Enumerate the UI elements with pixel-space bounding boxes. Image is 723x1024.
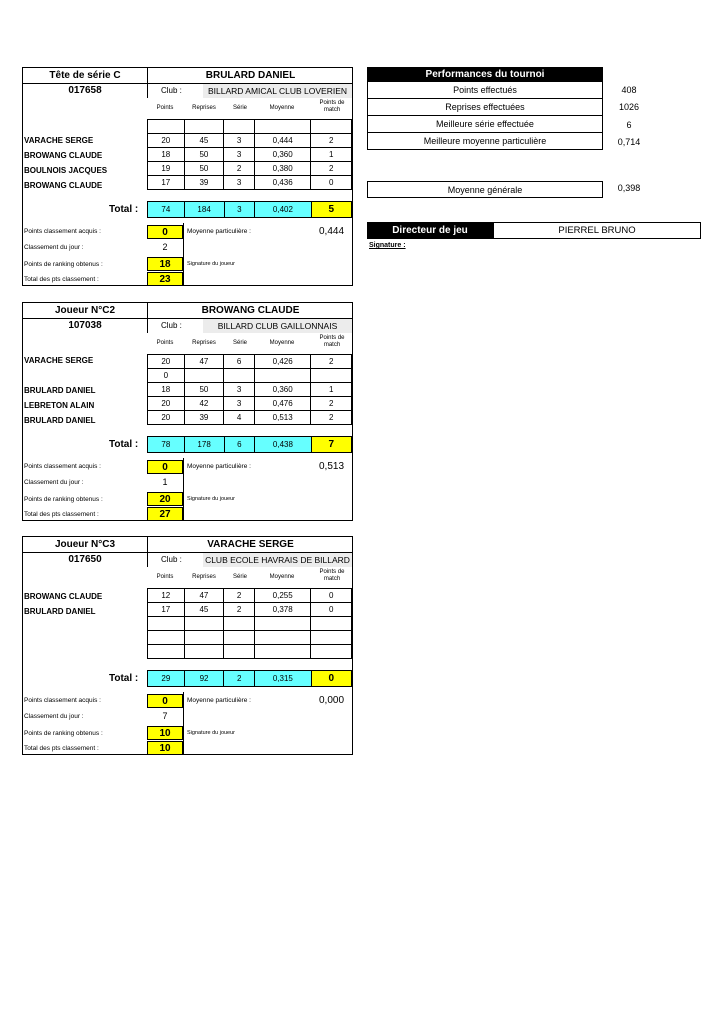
perf-value-reprises: 1026	[618, 102, 640, 112]
col-moyenne: Moyenne	[269, 574, 295, 580]
divider	[183, 692, 184, 755]
total-pts-value: 27	[147, 507, 183, 521]
opponent-list	[24, 118, 107, 193]
opponent-name: BRULARD DANIEL	[24, 607, 96, 616]
totals-row: 78 178 6 0,438 7	[147, 436, 352, 453]
club-label: Club :	[161, 86, 182, 95]
player-card-2	[22, 302, 353, 521]
col-serie: Série	[232, 574, 247, 580]
moy-part-value: 0,000	[319, 695, 345, 706]
card-title: Tête de série C	[23, 68, 148, 84]
col-match: Points de match	[319, 100, 345, 113]
directeur-label: Directeur de jeu	[367, 222, 493, 239]
club-label: Club :	[161, 321, 182, 330]
moy-part-label: Moyenne particulière :	[187, 463, 251, 470]
table-row: 20 45 3 0,444 2	[148, 134, 352, 148]
club-name: BILLARD CLUB GAILLONNAIS	[203, 319, 352, 333]
table-row: 20 42 3 0,476 2	[148, 397, 352, 411]
classement-label: Classement du jour :	[24, 479, 84, 486]
ranking-label: Points de ranking obtenus :	[24, 730, 103, 737]
totals-row: 29 92 2 0,315 0	[147, 670, 352, 687]
player-name: BRULARD DANIEL	[148, 68, 353, 84]
table-row	[148, 617, 352, 631]
table-row	[148, 631, 352, 645]
divider	[183, 223, 184, 286]
signature-label: Signature du joueur	[187, 496, 236, 502]
table-row: 17 45 2 0,378 0	[148, 603, 352, 617]
moy-part-label: Moyenne particulière :	[187, 697, 251, 704]
performance-panel	[367, 67, 603, 150]
performance-title: Performances du tournoi	[367, 67, 603, 82]
moyenne-generale-value: 0,398	[617, 183, 641, 193]
col-points: Points	[156, 340, 174, 346]
table-row	[148, 120, 352, 134]
perf-row-serie: Meilleure série effectuée	[367, 116, 603, 133]
card-id: 017650	[23, 552, 148, 567]
opponent-name: BROWANG CLAUDE	[24, 592, 103, 601]
table-row: 19 50 2 0,380 2	[148, 162, 352, 176]
opponent-name	[24, 368, 96, 383]
divider	[183, 458, 184, 521]
opponent-list	[24, 353, 96, 428]
pts-acquis-value: 0	[147, 225, 183, 239]
opponent-name	[24, 649, 102, 664]
col-reprises: Reprises	[192, 574, 216, 580]
player-name: VARACHE SERGE	[148, 537, 353, 553]
classement-value: 7	[162, 711, 168, 721]
classement-label: Classement du jour :	[24, 244, 84, 251]
total-pts-label: Total des pts classement :	[24, 276, 99, 283]
player-name: BROWANG CLAUDE	[148, 303, 353, 319]
perf-value-moyenne: 0,714	[617, 137, 641, 147]
results-table	[147, 588, 352, 659]
results-table	[147, 354, 352, 425]
total-pts-label: Total des pts classement :	[24, 511, 99, 518]
col-reprises: Reprises	[192, 340, 216, 346]
table-row: 18 50 3 0,360 1	[148, 148, 352, 162]
total-label: Total :	[109, 673, 139, 684]
table-row: 20 47 6 0,426 2	[148, 355, 352, 369]
opponent-name: BROWANG CLAUDE	[24, 181, 103, 190]
ranking-label: Points de ranking obtenus :	[24, 496, 103, 503]
classement-value: 2	[162, 242, 168, 252]
col-match: Points de match	[319, 335, 345, 348]
opponent-name: LEBRETON ALAIN	[24, 401, 95, 410]
opponent-list	[24, 589, 102, 664]
perf-row-reprises: Reprises effectuées	[367, 99, 603, 116]
col-reprises: Reprises	[192, 105, 216, 111]
card-id: 017658	[23, 83, 148, 98]
total-pts-value: 23	[147, 272, 183, 286]
opponent-name	[24, 619, 102, 634]
col-match: Points de match	[319, 569, 345, 582]
pts-acquis-label: Points classement acquis :	[24, 228, 101, 235]
pts-acquis-value: 0	[147, 694, 183, 708]
moyenne-generale-label: Moyenne générale	[367, 181, 603, 198]
classement-value: 1	[162, 477, 168, 487]
table-row: 17 39 3 0,436 0	[148, 176, 352, 190]
perf-row-moyenne: Meilleure moyenne particulière	[367, 133, 603, 150]
col-points: Points	[156, 105, 174, 111]
opponent-name	[24, 118, 107, 133]
club-name: CLUB ECOLE HAVRAIS DE BILLARD	[203, 553, 352, 567]
moy-part-label: Moyenne particulière :	[187, 228, 251, 235]
col-points: Points	[156, 574, 174, 580]
opponent-name: BROWANG CLAUDE	[24, 151, 103, 160]
signature-label: Signature :	[369, 242, 406, 249]
player-card-3	[22, 536, 353, 755]
totals-row: 74 184 3 0,402 5	[147, 201, 352, 218]
moy-part-value: 0,513	[319, 461, 345, 472]
table-row: 12 47 2 0,255 0	[148, 589, 352, 603]
ranking-value: 10	[147, 726, 183, 740]
ranking-label: Points de ranking obtenus :	[24, 261, 103, 268]
card-title: Joueur N°C3	[23, 537, 148, 553]
classement-label: Classement du jour :	[24, 713, 84, 720]
total-label: Total :	[109, 204, 139, 215]
opponent-name: VARACHE SERGE	[24, 356, 94, 365]
perf-value-serie: 6	[626, 120, 632, 130]
col-serie: Série	[232, 105, 247, 111]
ranking-value: 18	[147, 257, 183, 271]
opponent-name: BRULARD DANIEL	[24, 386, 96, 395]
pts-acquis-value: 0	[147, 460, 183, 474]
total-pts-value: 10	[147, 741, 183, 755]
opponent-name: VARACHE SERGE	[24, 136, 94, 145]
player-card-1	[22, 67, 353, 286]
perf-value-points: 408	[621, 85, 637, 95]
card-id: 107038	[23, 318, 148, 333]
total-label: Total :	[109, 439, 139, 450]
ranking-value: 20	[147, 492, 183, 506]
pts-acquis-label: Points classement acquis :	[24, 697, 101, 704]
club-name: BILLARD AMICAL CLUB LOVERIEN	[203, 84, 352, 98]
pts-acquis-label: Points classement acquis :	[24, 463, 101, 470]
opponent-name	[24, 634, 102, 649]
opponent-name: BOULNOIS JACQUES	[24, 166, 108, 175]
opponent-name: BRULARD DANIEL	[24, 416, 96, 425]
col-moyenne: Moyenne	[269, 105, 295, 111]
table-row: 20 39 4 0,513 2	[148, 411, 352, 425]
table-row: 18 50 3 0,360 1	[148, 383, 352, 397]
club-label: Club :	[161, 555, 182, 564]
directeur-name: PIERREL BRUNO	[493, 222, 701, 239]
col-moyenne: Moyenne	[269, 340, 295, 346]
moy-part-value: 0,444	[319, 226, 345, 237]
signature-label: Signature du joueur	[187, 730, 236, 736]
perf-row-points: Points effectués	[367, 82, 603, 99]
table-row	[148, 645, 352, 659]
card-title: Joueur N°C2	[23, 303, 148, 319]
table-row: 0	[148, 369, 352, 383]
signature-label: Signature du joueur	[187, 261, 236, 267]
results-table	[147, 119, 352, 190]
total-pts-label: Total des pts classement :	[24, 745, 99, 752]
col-serie: Série	[232, 340, 247, 346]
